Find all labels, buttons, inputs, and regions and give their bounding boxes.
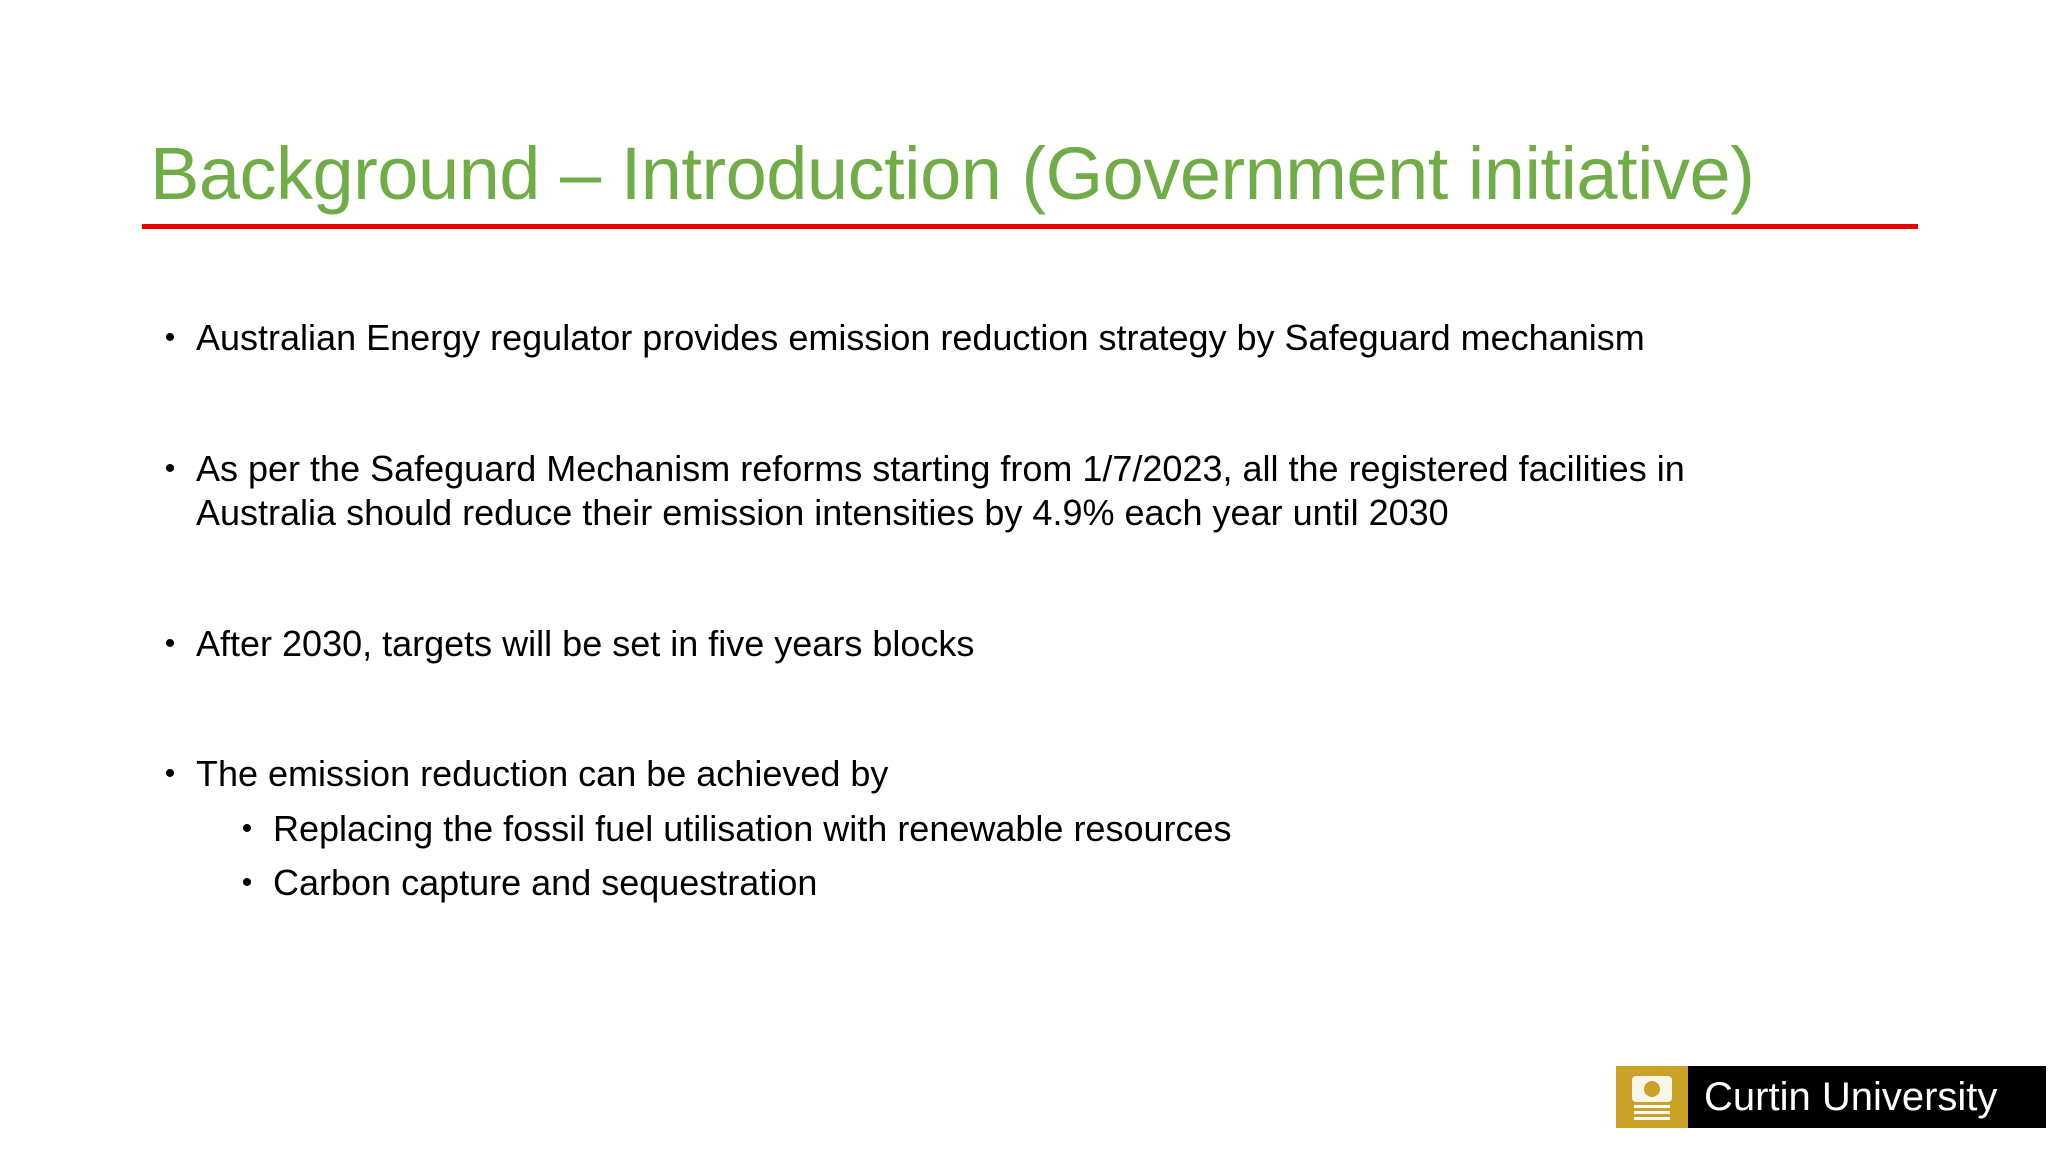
sub-bullet-marker: • [241,866,253,899]
bullet-text: After 2030, targets will be set in five years blocks [196,623,975,664]
bullet-text: As per the Safeguard Mechanism reforms starting from 1/7/2023, all the registered facilities in [196,448,1685,489]
university-logo [1616,1066,2046,1128]
sub-bullet-text: Replacing the fossil fuel utilisation with renewable resources [273,808,1232,849]
bullet-text: Australian Energy regulator provides emission reduction strategy by Safeguard mechanism [196,317,1645,358]
sub-bullet-text: Carbon capture and sequestration [273,862,818,903]
bullet-marker: • [164,321,176,354]
bullet-marker: • [164,627,176,660]
bullet-text: Australia should reduce their emission intensities by 4.9% each year until 2030 [196,492,1449,533]
curtin-crest-icon [1616,1066,1688,1128]
slide-title: Background – Introduction (Government initiative) [150,132,1755,215]
bullet-marker: • [164,452,176,485]
university-name: Curtin University [1688,1066,2046,1128]
title-underline [142,224,1918,229]
sub-bullet-marker: • [241,812,253,845]
bullet-marker: • [164,757,176,790]
bullet-text: The emission reduction can be achieved by [196,753,889,794]
